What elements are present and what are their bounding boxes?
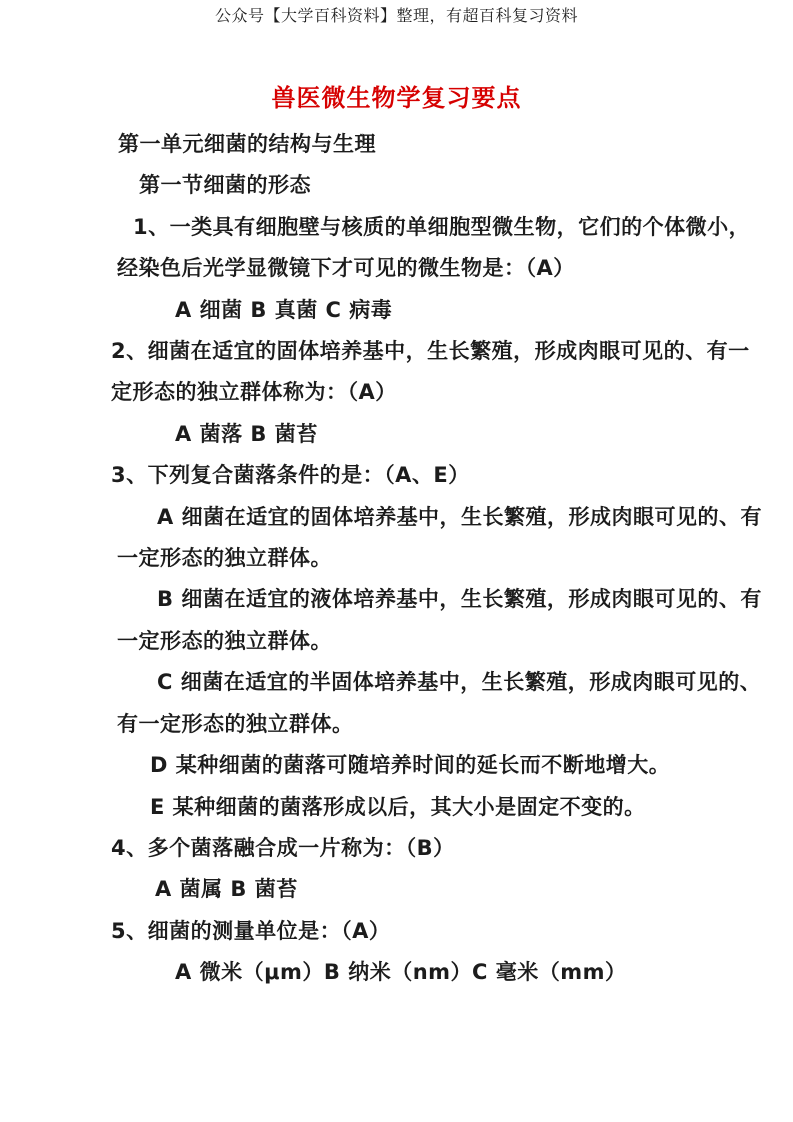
question-5-line: 5、细菌的测量单位是：（A） [111, 918, 391, 943]
question-1-line: 1、一类具有细胞壁与核质的单细胞型微生物，它们的个体微小， [133, 214, 751, 239]
question-3-option-e: E 某种细菌的菌落形成以后，其大小是固定不变的。 [150, 794, 646, 819]
question-1-line: 经染色后光学显微镜下才可见的微生物是：（A） [117, 256, 575, 281]
question-2-line: 2、细菌在适宜的固体培养基中，生长繁殖，形成肉眼可见的、有一 [111, 339, 750, 364]
question-5-options: A 微米（μm）B 纳米（nm）C 毫米（mm） [175, 960, 627, 985]
question-2-options: A 菌落 B 菌苔 [175, 421, 318, 446]
question-3-option-c: C 细菌在适宜的半固体培养基中，生长繁殖，形成肉眼可见的、 [157, 670, 762, 695]
question-3-option-d: D 某种细菌的菌落可随培养时间的延长而不断地增大。 [150, 753, 671, 778]
question-3-option-b: B 细菌在适宜的液体培养基中，生长繁殖，形成肉眼可见的、有 [157, 587, 762, 612]
question-4-options: A 菌属 B 菌苔 [155, 877, 298, 902]
question-3-option-a: 一定形态的独立群体。 [117, 546, 332, 571]
question-3-option-c: 有一定形态的独立群体。 [117, 711, 354, 736]
question-3-option-a: A 细菌在适宜的固体培养基中，生长繁殖，形成肉眼可见的、有 [157, 504, 763, 529]
question-4-line: 4、多个菌落融合成一片称为：（B） [111, 835, 455, 860]
subsection-heading: 第一节细菌的形态 [139, 173, 311, 198]
question-2-line: 定形态的独立群体称为：（A） [111, 380, 397, 405]
question-3-line: 3、下列复合菌落条件的是：（A、E） [111, 463, 470, 488]
question-3-option-b: 一定形态的独立群体。 [117, 628, 332, 653]
page-header-watermark: 公众号【大学百科资料】整理，有超百科复习资料 [214, 8, 578, 25]
question-1-options: A 细菌 B 真菌 C 病毒 [175, 297, 393, 322]
section-heading: 第一单元细菌的结构与生理 [118, 132, 376, 156]
document-title: 兽医微生物学复习要点 [271, 84, 522, 112]
document-body [111, 124, 763, 994]
